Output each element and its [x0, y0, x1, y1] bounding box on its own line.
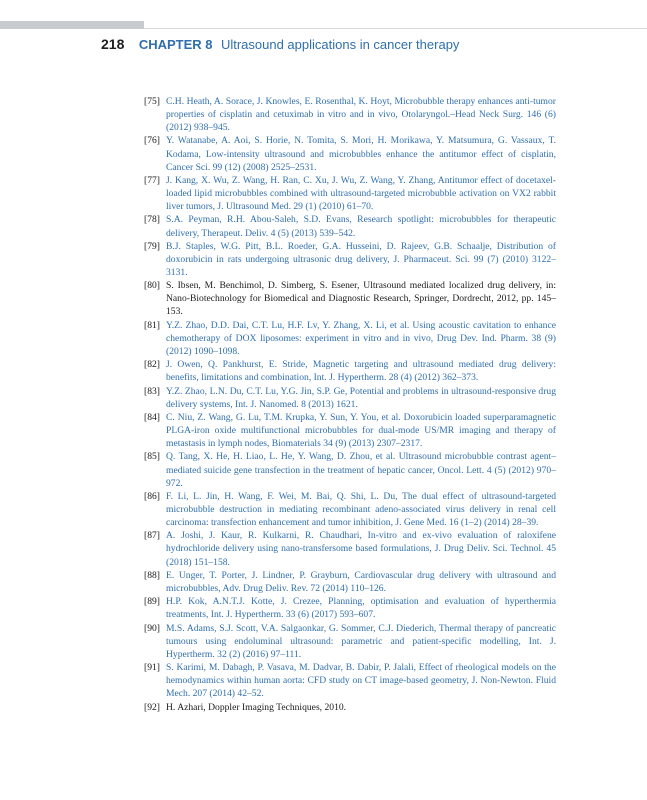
reference-item[interactable]	[144, 213, 556, 239]
reference-item[interactable]	[144, 358, 556, 384]
reference-number: [90]	[144, 622, 160, 634]
reference-item[interactable]	[144, 95, 556, 134]
reference-item[interactable]	[144, 622, 556, 661]
reference-number: [82]	[144, 359, 160, 371]
reference-item[interactable]	[144, 411, 556, 450]
reference-item[interactable]	[144, 385, 556, 411]
reference-item[interactable]	[144, 490, 556, 529]
reference-link[interactable]: M.S. Adams, S.J. Scott, V.A. Salgaonkar, G. Sommer, C.J. Diederich, Thermal therapy of pancreatic tumours using endoluminal ultrasound: parametric and patient-specific modelling, Int. J. Hypertherm. 32 (2) (2016) 97–111.	[166, 622, 556, 660]
reference-number: [81]	[144, 319, 160, 331]
chapter-title: Ultrasound applications in cancer therapy	[220, 37, 460, 52]
reference-number: [83]	[144, 385, 160, 397]
reference-item	[144, 701, 556, 714]
page-number: 218	[101, 36, 125, 52]
reference-number: [91]	[144, 662, 160, 674]
reference-number: [76]	[144, 135, 160, 147]
reference-item[interactable]	[144, 174, 556, 213]
reference-link[interactable]: Q. Tang, X. He, H. Liao, L. He, Y. Wang, D. Zhou, et al. Ultrasound microbubble contrast agent–mediated suicide gene transfection in the treatment of hepatic cancer, Oncol. Lett. 4 (5) (2012) 970–972.	[166, 451, 556, 489]
reference-number: [89]	[144, 596, 160, 608]
reference-link[interactable]: Y.Z. Zhao, L.N. Du, C.T. Lu, Y.G. Jin, S.P. Ge, Potential and problems in ultrasound-responsive drug delivery systems, Int. J. Nanomed. 8 (2013) 1621.	[166, 385, 556, 410]
reference-number: [79]	[144, 240, 160, 252]
reference-item[interactable]	[144, 319, 556, 358]
reference-text: H. Azhari, Doppler Imaging Techniques, 2010.	[166, 701, 347, 713]
reference-link[interactable]: J. Kang, X. Wu, Z. Wang, H. Ran, C. Xu, J. Wu, Z. Wang, Y. Zhang, Antitumor effect of docetaxel-loaded lipid microbubbles combined with ultrasound-targeted microbubble activation on VX2 rabbit liver tumors, J. Ultrasound Med. 29 (1) (2010) 61–70.	[166, 174, 556, 213]
reference-item[interactable]	[144, 661, 556, 700]
reference-link[interactable]: S. Karimi, M. Dabagh, P. Vasava, M. Dadvar, B. Dabir, P. Jalali, Effect of rheological models on the hemodynamics within human aorta: CFD study on CT image-based geometry, J. Non-Newton. Fluid Mech. 207 (2014) 42–52.	[166, 662, 556, 700]
reference-list	[144, 95, 556, 714]
reference-number: [78]	[144, 214, 160, 226]
reference-item[interactable]	[144, 240, 556, 279]
running-header	[101, 35, 459, 54]
reference-number: [86]	[144, 490, 160, 502]
reference-number: [75]	[144, 96, 160, 107]
header-rule	[144, 28, 647, 29]
reference-item[interactable]	[144, 595, 556, 621]
reference-text: S. Ibsen, M. Benchimol, D. Simberg, S. Esener, Ultrasound mediated localized drug delivery, in: Nano-Biotechnology for Biomedical and Diagnostic Research, Springer, Dordrecht, 2012, pp. 145–153.	[166, 280, 556, 318]
reference-link[interactable]: Y. Watanabe, A. Aoi, S. Horie, N. Tomita, S. Mori, H. Morikawa, Y. Matsumura, G. Vassaux, T. Kodama, Low-intensity ultrasound and microbubbles enhance the antitumor effect of cisplatin, Cancer Sci. 99 (12) (2008) 2525–2531.	[166, 135, 556, 173]
reference-number: [84]	[144, 411, 160, 423]
reference-link[interactable]: H.P. Kok, A.N.T.J. Kotte, J. Crezee, Planning, optimisation and evaluation of hyperthermia treatments, Int. J. Hypertherm. 33 (6) (2017) 593–607.	[166, 596, 556, 621]
reference-number: [92]	[144, 701, 160, 713]
reference-item[interactable]	[144, 529, 556, 568]
reference-link[interactable]: E. Unger, T. Porter, J. Lindner, P. Grayburn, Cardiovascular drug delivery with ultrasound and microbubbles, Adv. Drug Deliv. Rev. 72 (2014) 110–126.	[166, 569, 556, 594]
reference-link[interactable]: C.H. Heath, A. Sorace, J. Knowles, E. Rosenthal, K. Hoyt, Microbubble therapy enhances anti-tumor properties of cisplatin and cetuximab in vitro and in vivo, Otolaryngol.–Head Neck Surg. 146 (6) (2012) 938–945.	[166, 96, 556, 134]
reference-number: [88]	[144, 569, 160, 581]
reference-link[interactable]: C. Niu, Z. Wang, G. Lu, T.M. Krupka, Y. Sun, Y. You, et al. Doxorubicin loaded superparamagnetic PLGA-iron oxide multifunctional microbubbles for dual-mode US/MR imaging and therapy of metastasis in lymph nodes, Biomaterials 34 (9) (2013) 2307–2317.	[166, 411, 556, 450]
reference-item[interactable]	[144, 450, 556, 489]
reference-number: [87]	[144, 530, 160, 542]
reference-link[interactable]: F. Li, L. Jin, H. Wang, F. Wei, M. Bai, Q. Shi, L. Du, The dual effect of ultrasound-targeted microbubble destruction in mediating recombinant adeno-associated virus delivery in renal cell carcinoma: transfection enhancement and tumor inhibition, J. Gene Med. 16 (1–2) (2014) 28–39.	[166, 490, 556, 529]
reference-link[interactable]: B.J. Staples, W.G. Pitt, B.L. Roeder, G.A. Husseini, D. Rajeev, G.B. Schaalje, Distribution of doxorubicin in rats undergoing ultrasonic drug delivery, J. Pharmaceut. Sci. 99 (7) (2010) 3122–3131.	[166, 240, 556, 278]
reference-item[interactable]	[144, 569, 556, 595]
reference-link[interactable]: S.A. Peyman, R.H. Abou-Saleh, S.D. Evans, Research spotlight: microbubbles for therapeutic delivery, Therapeut. Deliv. 4 (5) (2013) 539–542.	[166, 214, 556, 239]
reference-number: [85]	[144, 451, 160, 463]
header-accent-bar	[0, 21, 144, 29]
reference-item[interactable]	[144, 134, 556, 173]
reference-item	[144, 279, 556, 318]
reference-link[interactable]: A. Joshi, J. Kaur, R. Kulkarni, R. Chaudhari, In-vitro and ex-vivo evaluation of raloxifene hydrochloride delivery using nano-transfersome based formulations, J. Drug Deliv. Sci. Technol. 45 (2018) 151–158.	[166, 530, 556, 568]
reference-link[interactable]: Y.Z. Zhao, D.D. Dai, C.T. Lu, H.F. Lv, Y. Zhang, X. Li, et al. Using acoustic cavitation to enhance chemotherapy of DOX liposomes: experiment in vitro and in vivo, Drug Dev. Ind. Pharm. 38 (9) (2012) 1090–1098.	[166, 319, 556, 357]
reference-link[interactable]: J. Owen, Q. Pankhurst, E. Stride, Magnetic targeting and ultrasound mediated drug delivery: benefits, limitations and combination, Int. J. Hypertherm. 28 (4) (2012) 362–373.	[166, 359, 556, 384]
chapter-label: CHAPTER 8	[138, 37, 213, 52]
reference-number: [80]	[144, 280, 160, 292]
reference-number: [77]	[144, 174, 160, 186]
